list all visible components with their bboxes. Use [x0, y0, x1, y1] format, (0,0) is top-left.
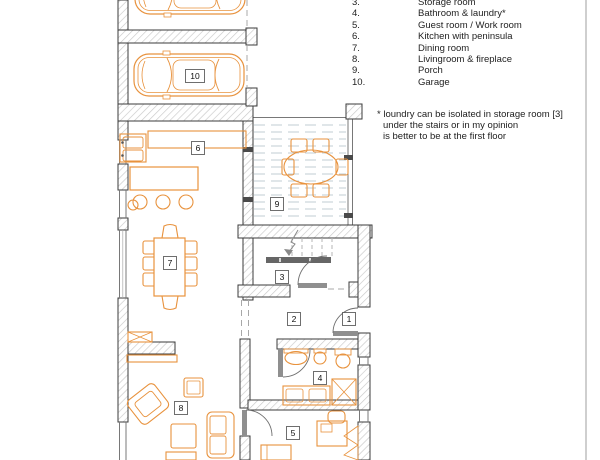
- legend-item-label: Livingroom & fireplace: [418, 54, 512, 66]
- bidet-icon: [314, 349, 326, 364]
- tv-bench: [166, 452, 196, 460]
- room-label-9: [271, 198, 284, 211]
- svg-text:3: 3: [279, 272, 285, 283]
- garage: [134, 0, 245, 99]
- chair: [184, 273, 197, 286]
- footnote-line: * loundry can be isolated in storage room [3]: [377, 109, 563, 120]
- bed: [261, 445, 291, 460]
- sheet-edge-line: [585, 0, 587, 460]
- toilet-icon: [335, 349, 351, 368]
- sofa: [207, 412, 234, 458]
- legend-item-number: 4.: [352, 8, 360, 20]
- room-label-8: [175, 402, 188, 415]
- chair: [184, 241, 197, 254]
- room-label-2: [288, 313, 301, 326]
- svg-text:4: 4: [317, 373, 323, 384]
- room-label-3: [276, 271, 289, 284]
- legend-item-number: 5.: [352, 19, 360, 31]
- bathroom-sink-icon: [284, 349, 308, 365]
- footnote: [377, 109, 563, 142]
- legend-item-number: 8.: [352, 54, 360, 66]
- legend-item: [352, 54, 522, 65]
- room-label-7: [164, 257, 177, 270]
- legend-item-number: 6.: [352, 31, 360, 43]
- svg-text:8: 8: [178, 403, 184, 414]
- legend-item: [352, 8, 522, 19]
- legend-item-label: Dining room: [418, 42, 470, 54]
- legend-item-label: Garage: [418, 76, 450, 88]
- legend-item-number: 10.: [352, 76, 366, 88]
- legend: [352, 0, 522, 88]
- legend-item-label: Porch: [418, 65, 443, 77]
- kitchen: [120, 131, 246, 210]
- coffee-table: [171, 424, 196, 448]
- guest-room: [261, 411, 358, 460]
- armchair: [125, 382, 170, 427]
- svg-text:1: 1: [346, 314, 352, 325]
- car-icon: [135, 0, 245, 17]
- chair: [162, 296, 178, 310]
- legend-item-label: Kitchen with peninsula: [418, 31, 513, 43]
- footnote-line: is better to be at the first floor: [383, 131, 507, 142]
- porch-deck: [253, 118, 353, 226]
- svg-text:9: 9: [274, 199, 280, 210]
- room-label-6: [192, 142, 205, 155]
- chair: [162, 225, 178, 239]
- room-label-5: [287, 427, 300, 440]
- guest-room-door: [242, 410, 272, 436]
- svg-text:7: 7: [167, 258, 173, 269]
- closet-doors: [344, 426, 358, 460]
- legend-item: [352, 0, 522, 8]
- stool: [133, 195, 147, 209]
- svg-text:6: 6: [195, 143, 201, 154]
- chair: [184, 257, 197, 270]
- room-label-10: [186, 70, 205, 83]
- legend-item: [352, 43, 522, 54]
- stool: [179, 195, 193, 209]
- kitchen-peninsula: [130, 167, 198, 190]
- footnote-line: under the stairs or in my opinion: [383, 120, 519, 131]
- legend-item: [352, 77, 522, 88]
- legend-item-number: 9.: [352, 65, 360, 77]
- legend-item-label: Guest room / Work room: [418, 19, 522, 31]
- legend-item-label: Storage room: [418, 0, 476, 8]
- svg-text:10: 10: [190, 71, 200, 82]
- stool: [156, 195, 170, 209]
- desk-monitor: [321, 424, 332, 432]
- svg-text:2: 2: [291, 314, 297, 325]
- legend-item-number: 3.: [352, 0, 360, 8]
- legend-item: [352, 31, 522, 42]
- legend-item-label: Bathroom & laundry*: [418, 8, 506, 20]
- room-label-1: [343, 313, 356, 326]
- svg-text:5: 5: [290, 428, 296, 439]
- legend-item: [352, 20, 522, 31]
- room-label-4: [314, 372, 327, 385]
- legend-item: [352, 65, 522, 76]
- legend-item-number: 7.: [352, 42, 360, 54]
